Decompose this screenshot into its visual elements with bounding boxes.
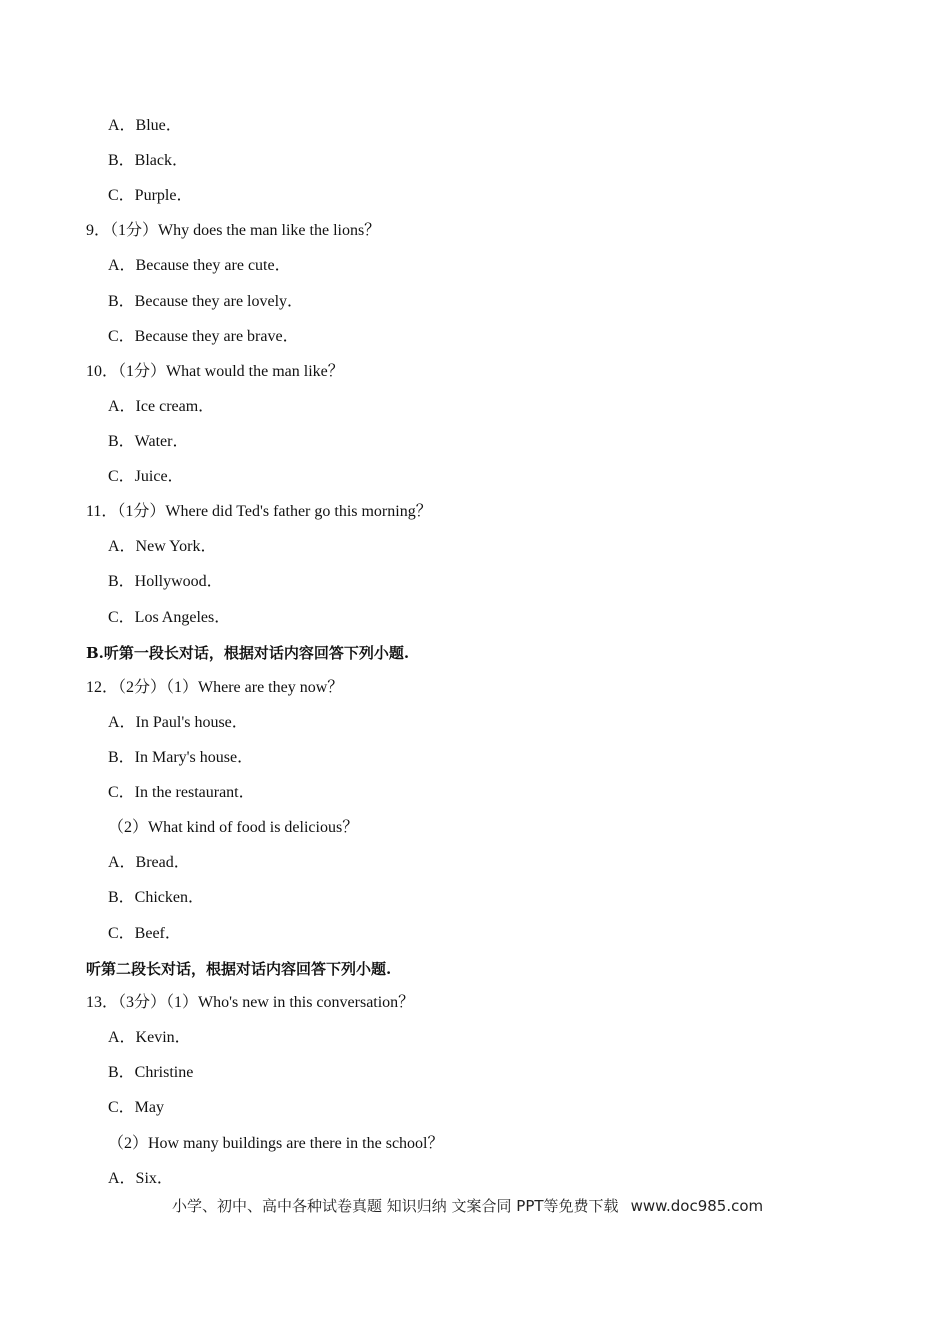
option-line: A．Ice cream．	[108, 398, 215, 415]
sub-question-line: （2）What kind of food is delicious？	[108, 819, 359, 836]
footer-url: www.doc985.com	[630, 1197, 764, 1215]
option-line: C．Because they are brave．	[108, 328, 299, 345]
option-line: A．Because they are cute．	[108, 257, 291, 274]
question-line: 11．（1分）Where did Ted's father go this morning？	[86, 503, 432, 520]
option-line: C．Los Angeles．	[108, 609, 231, 626]
section-heading: 听第二段长对话，根据对话内容回答下列小题.	[86, 960, 392, 978]
option-line: B．Chicken．	[108, 889, 204, 906]
option-line: A．Six．	[108, 1170, 173, 1187]
option-line: B．Black．	[108, 152, 188, 169]
option-line: A．In Paul's house．	[108, 714, 248, 731]
option-line: A．Kevin．	[108, 1029, 191, 1046]
option-line: C．Beef．	[108, 925, 181, 942]
option-line: B．In Mary's house．	[108, 749, 254, 766]
option-line: A．Bread．	[108, 854, 190, 871]
option-line: B．Christine	[108, 1064, 194, 1081]
option-line: B．Water．	[108, 433, 189, 450]
option-line: C．Purple．	[108, 187, 193, 204]
question-line: 13．（3分）（1）Who's new in this conversation？	[86, 994, 415, 1011]
option-line: B．Because they are lovely．	[108, 293, 304, 310]
question-line: 9．（1分）Why does the man like the lions？	[86, 222, 381, 239]
option-line: A．Blue．	[108, 117, 182, 134]
option-line: B．Hollywood．	[108, 573, 223, 590]
option-line: C．May	[108, 1099, 165, 1116]
footer-text: 小学、初中、高中各种试卷真题 知识归纳 文案合同 PPT等免费下载	[172, 1197, 619, 1215]
page-footer	[172, 1196, 763, 1216]
option-line: C．Juice．	[108, 468, 184, 485]
option-line: A．New York．	[108, 538, 217, 555]
sub-question-line: （2）How many buildings are there in the school？	[108, 1135, 444, 1152]
section-heading: B.听第一段长对话，根据对话内容回答下列小题.	[86, 644, 410, 662]
question-line: 10．（1分）What would the man like？	[86, 363, 344, 380]
option-line: C．In the restaurant．	[108, 784, 255, 801]
question-line: 12．（2分）（1）Where are they now？	[86, 679, 344, 696]
